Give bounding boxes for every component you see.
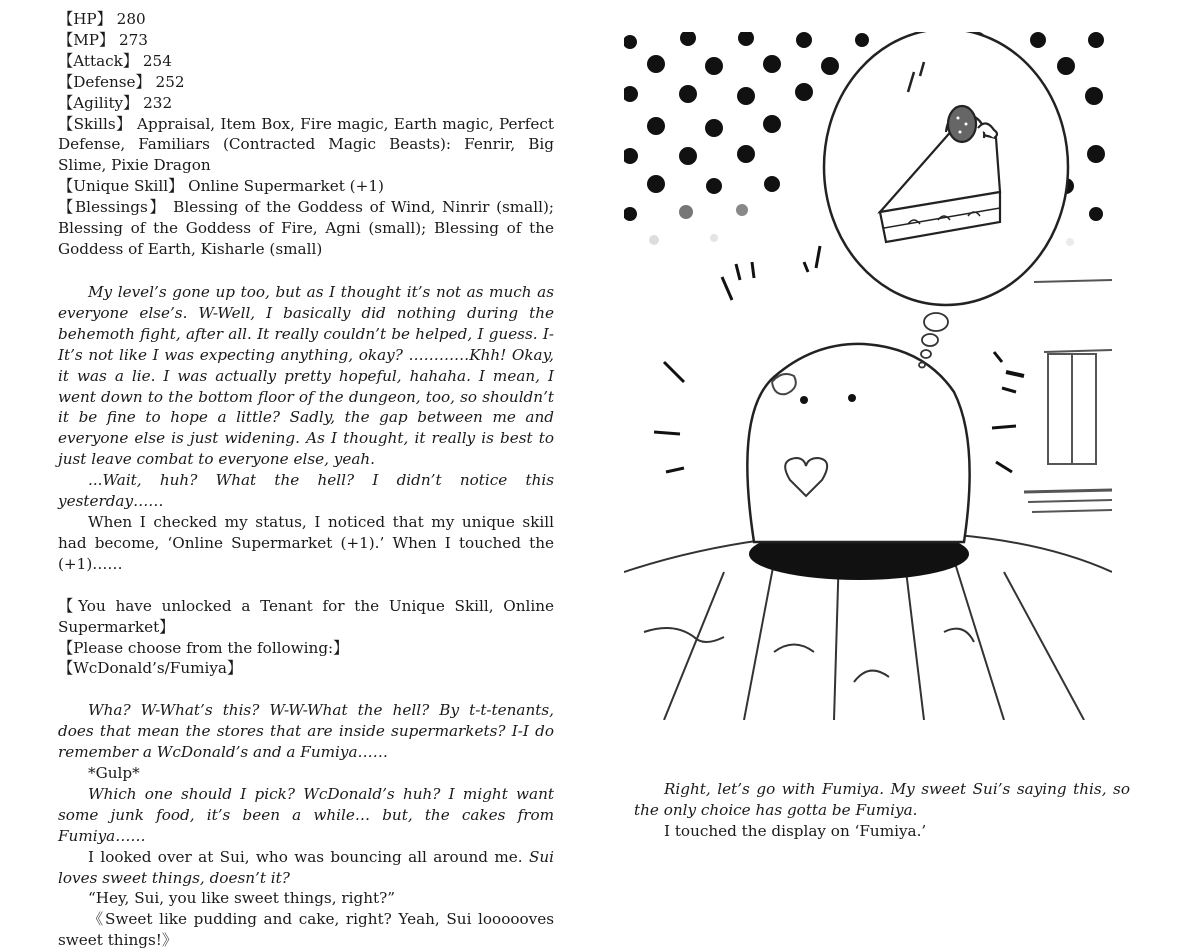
system-notice-options: 【WcDonald’s/Fumiya】 (58, 659, 243, 678)
paragraph-wha: Wha? W-What’s this? W-W-What the hell? By t-t-tenants, does that mean the stores that are inside supermarkets? I-I do remember a WcDonald’s and a Fumiya…… (58, 701, 554, 762)
paragraph-hey: “Hey, Sui, you like sweet things, right?” (88, 889, 396, 908)
stat-mp: 【MP】 273 (58, 30, 148, 49)
paragraph-level: My level’s gone up too, but as I thought it’s not as much as everyone else’s. W-Well, I basically did nothing during the behemoth fight, after all. It really couldn’t be helped, I guess. I-It’s not like I was expecting anything, okay? …………Khh! Okay, it was a lie. I was actually pretty hopeful, hahaha. I mean, I went down to the bottom floor of the dungeon, too, so shouldn’t it be fine to hope a little? Sadly, the gap between me and everyone else is just widening. As I thought, it really is best to just leave combat to everyone else, yeah. (58, 283, 554, 469)
system-notice-choose: 【Please choose from the following:】 (58, 638, 349, 657)
right-page (598, 0, 1178, 882)
status-block (58, 9, 554, 260)
stat-skills: 【Skills】 Appraisal, Item Box, Fire magic, Earth magic, Perfect Defense, Familiars (Contracted Magic Beasts): Fenrir, Big Slime, Pixie Dragon (58, 114, 554, 175)
stat-defense: 【Defense】 252 (58, 72, 185, 91)
system-notice-unlock: 【You have unlocked a Tenant for the Unique Skill, Online Supermarket】 (58, 596, 554, 636)
paragraph-gulp: *Gulp* (88, 764, 140, 783)
paragraph-looked (58, 847, 554, 889)
paragraph-checked: When I checked my status, I noticed that my unique skill had become, ‘Online Supermarket (+1).’ When I touched the (+1)…… (58, 512, 554, 573)
stat-hp: 【HP】 280 (58, 10, 146, 28)
caption-block (634, 779, 1130, 842)
caption-line-1: Right, let’s go with Fumiya. My sweet Sui’s saying this, so the only choice has gotta be Fumiya. (634, 780, 1130, 819)
caption-line-2: I touched the display on ‘Fumiya.’ (664, 821, 927, 840)
paragraph-looked-italic: Sui loves sweet things, doesn’t it? (58, 847, 554, 887)
stat-agility: 【Agility】 232 (58, 93, 173, 112)
stat-blessings: 【Blessings】 Blessing of the Goddess of Wind, Ninrir (small); Blessing of the Goddess of Fire, Agni (small); Blessing of the Goddess of Earth, Kisharle (small) (58, 198, 554, 258)
paragraph-sui-reply: 《Sweet like pudding and cake, right? Yeah, Sui loooooves sweet things!》 (58, 910, 554, 950)
paragraph-wait: ...Wait, huh? What the hell? I didn’t notice this yesterday…… (58, 471, 554, 511)
manga-illustration (624, 32, 1112, 720)
stat-attack: 【Attack】 254 (58, 51, 172, 70)
narration-block (58, 282, 554, 951)
paragraph-which: Which one should I pick? WcDonald’s huh? I might want some junk food, it’s been a while… but, the cakes from Fumiya…… (58, 784, 554, 845)
sui-slime (747, 344, 969, 542)
stat-unique-skill: 【Unique Skill】 Online Supermarket (+1) (58, 177, 384, 196)
paragraph-looked-plain: I looked over at Sui, who was bouncing all around me. (88, 847, 523, 866)
